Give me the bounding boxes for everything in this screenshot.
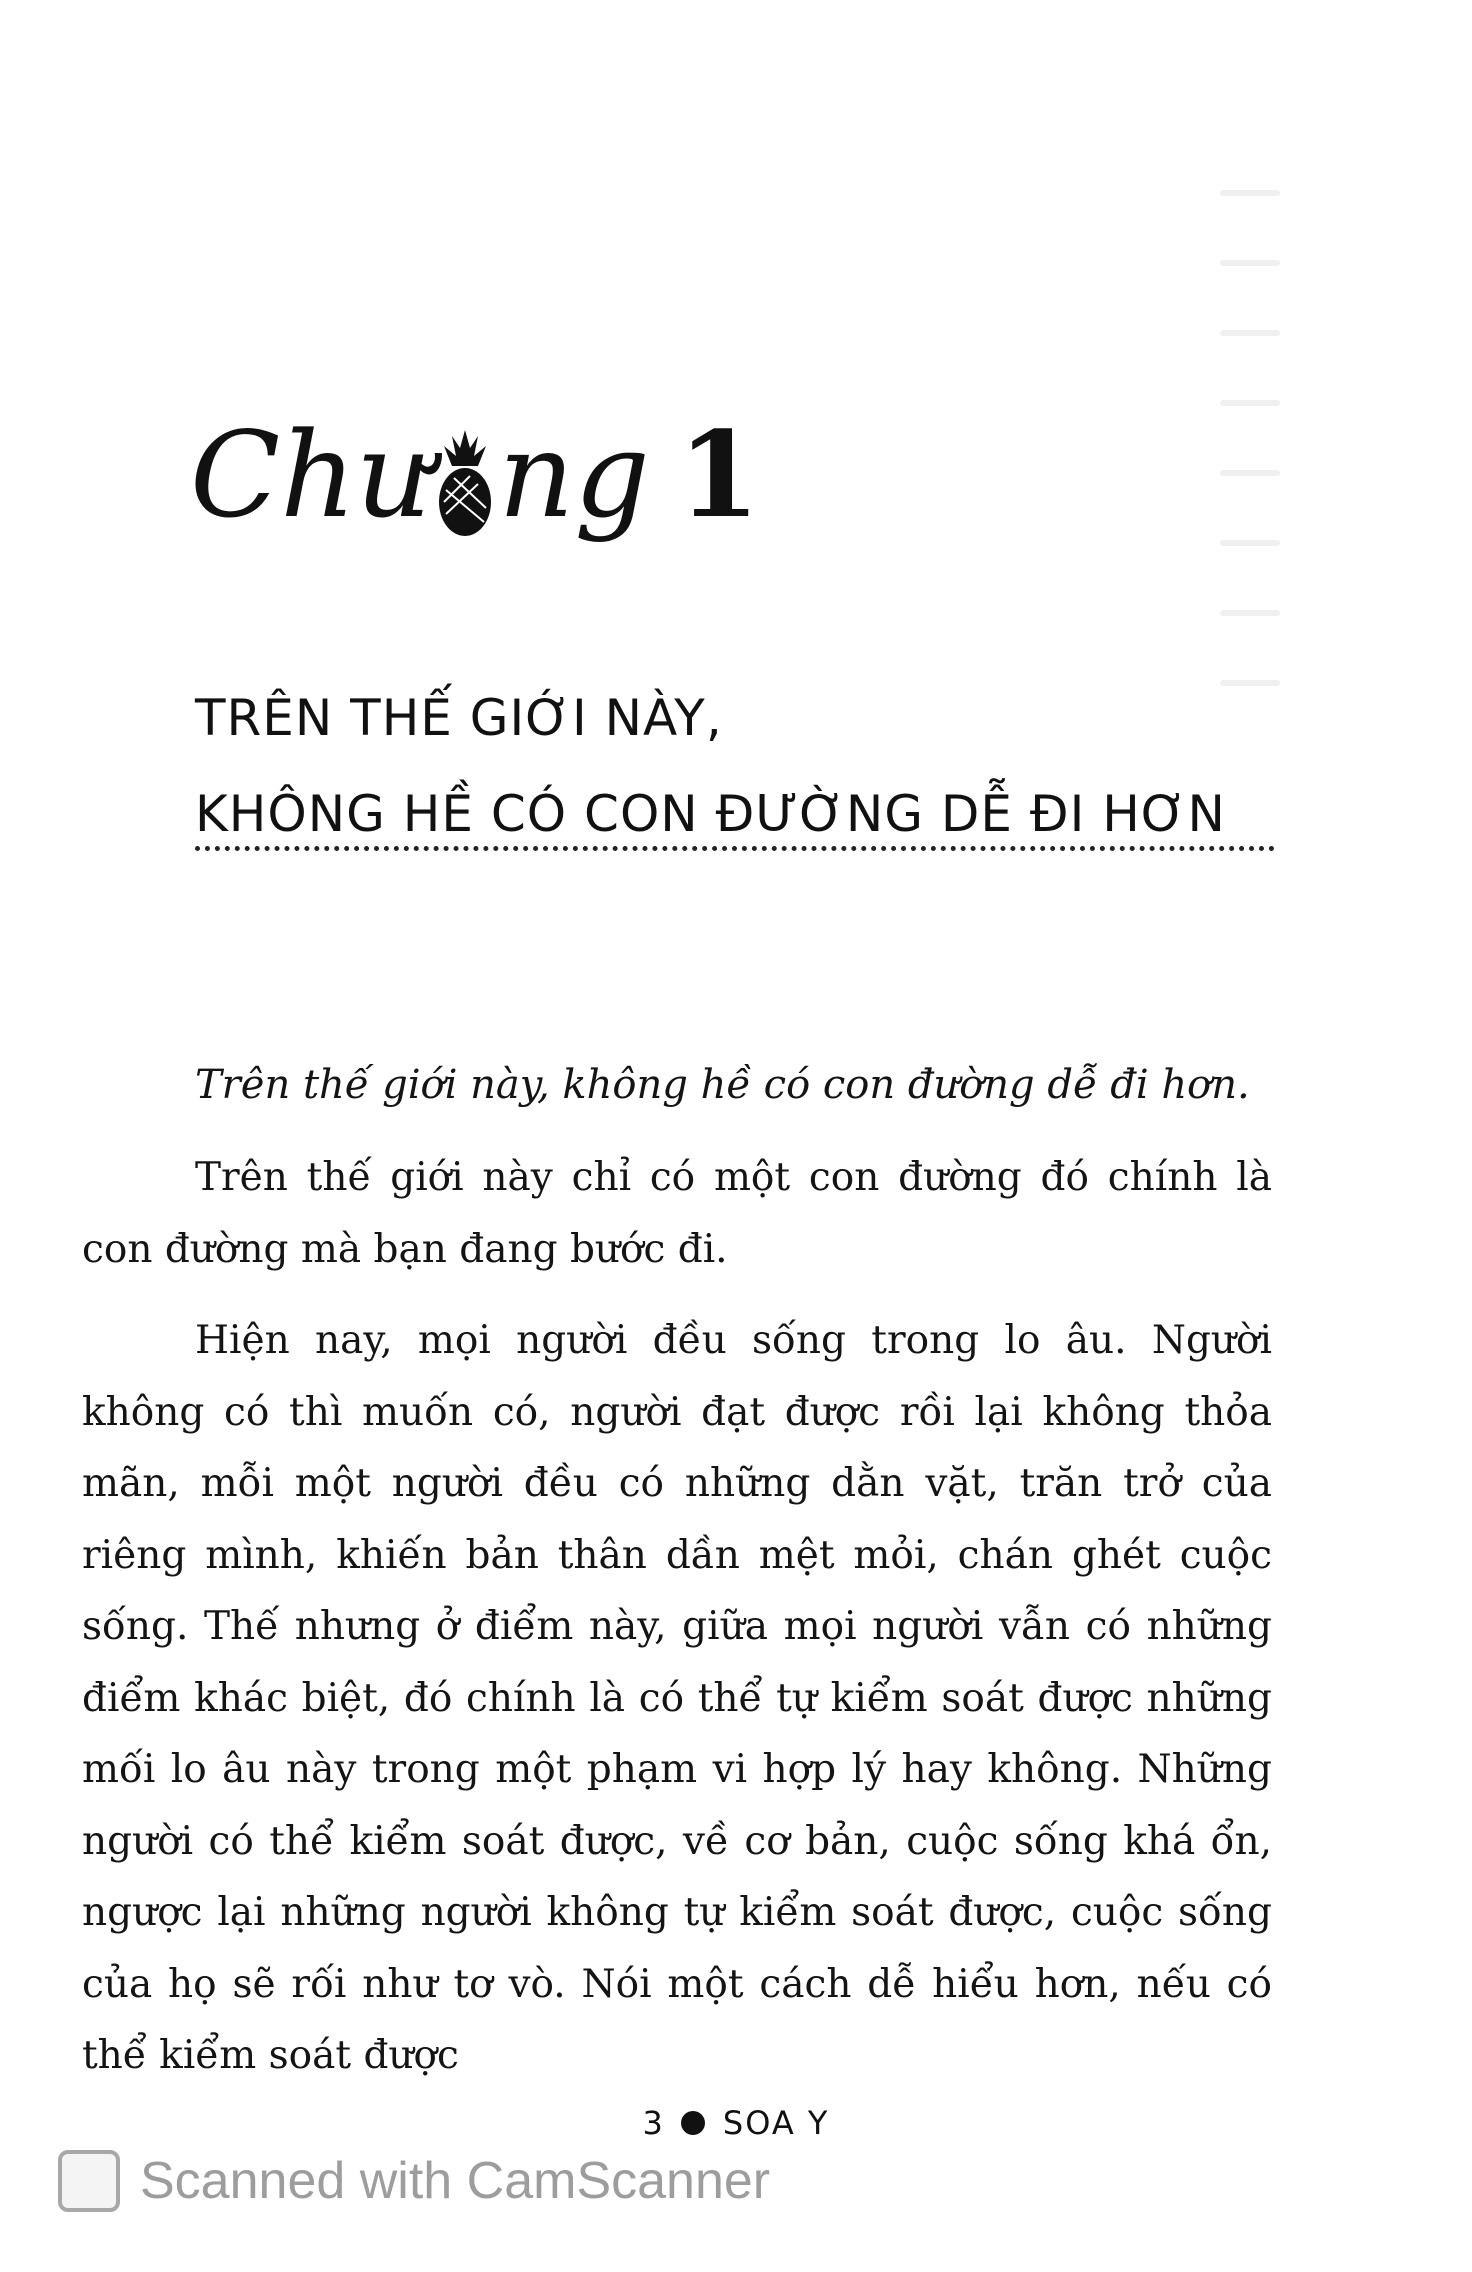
camscanner-watermark xyxy=(58,2150,770,2212)
page-number: 3 xyxy=(642,2104,663,2142)
chapter-heading xyxy=(190,400,760,550)
subtitle-line-1: TRÊN THẾ GIỚI NÀY, xyxy=(195,689,723,747)
book-title: SOA Y xyxy=(722,2104,830,2142)
chapter-word-end: ng xyxy=(498,406,650,544)
chapter-subtitle xyxy=(195,670,1275,862)
paragraph-1: Trên thế giới này chỉ có một con đường đó chính là con đường mà bạn đang bước đi. xyxy=(82,1155,1272,1272)
watermark-text: Scanned with CamScanner xyxy=(140,2152,771,2210)
chapter-word-start: Chư xyxy=(190,406,433,544)
subtitle-line-2: KHÔNG HỀ CÓ CON ĐƯỜNG DỄ ĐI HƠN xyxy=(195,785,1226,843)
paragraph-2: Hiện nay, mọi người đều sống trong lo âu. Người không có thì muốn có, người đạt được rồi lại không thỏa mãn, mỗi một người đều có những dằn vặt, trăn trở của riêng mình, khiến bản thân dần mệt mỏi, chán ghét cuộc sống. Thế nhưng ở điểm này, giữa mọi người vẫn có những điểm khác biệt, đó chính là có thể tự kiểm soát được những mối lo âu này trong một phạm vi hợp lý hay không. Những người có thể kiểm soát được, về cơ bản, cuộc sống khá ổn, ngược lại những người không tự kiểm soát được, cuộc sống của họ sẽ rối như tơ vò. Nói một cách dễ hiểu hơn, nếu có thể kiểm soát được xyxy=(82,1318,1272,2078)
show-through-marks xyxy=(1220,190,1280,990)
chapter-number: 1 xyxy=(677,405,760,544)
page-footer xyxy=(0,2104,1472,2142)
camscanner-logo-icon xyxy=(58,2150,120,2212)
pineapple-icon xyxy=(434,420,496,530)
epigraph: Trên thế giới này, không hề có con đường dễ đi hơn. xyxy=(195,1062,1250,1108)
bullet-dot-icon xyxy=(681,2111,705,2135)
dotted-divider xyxy=(195,846,1275,851)
